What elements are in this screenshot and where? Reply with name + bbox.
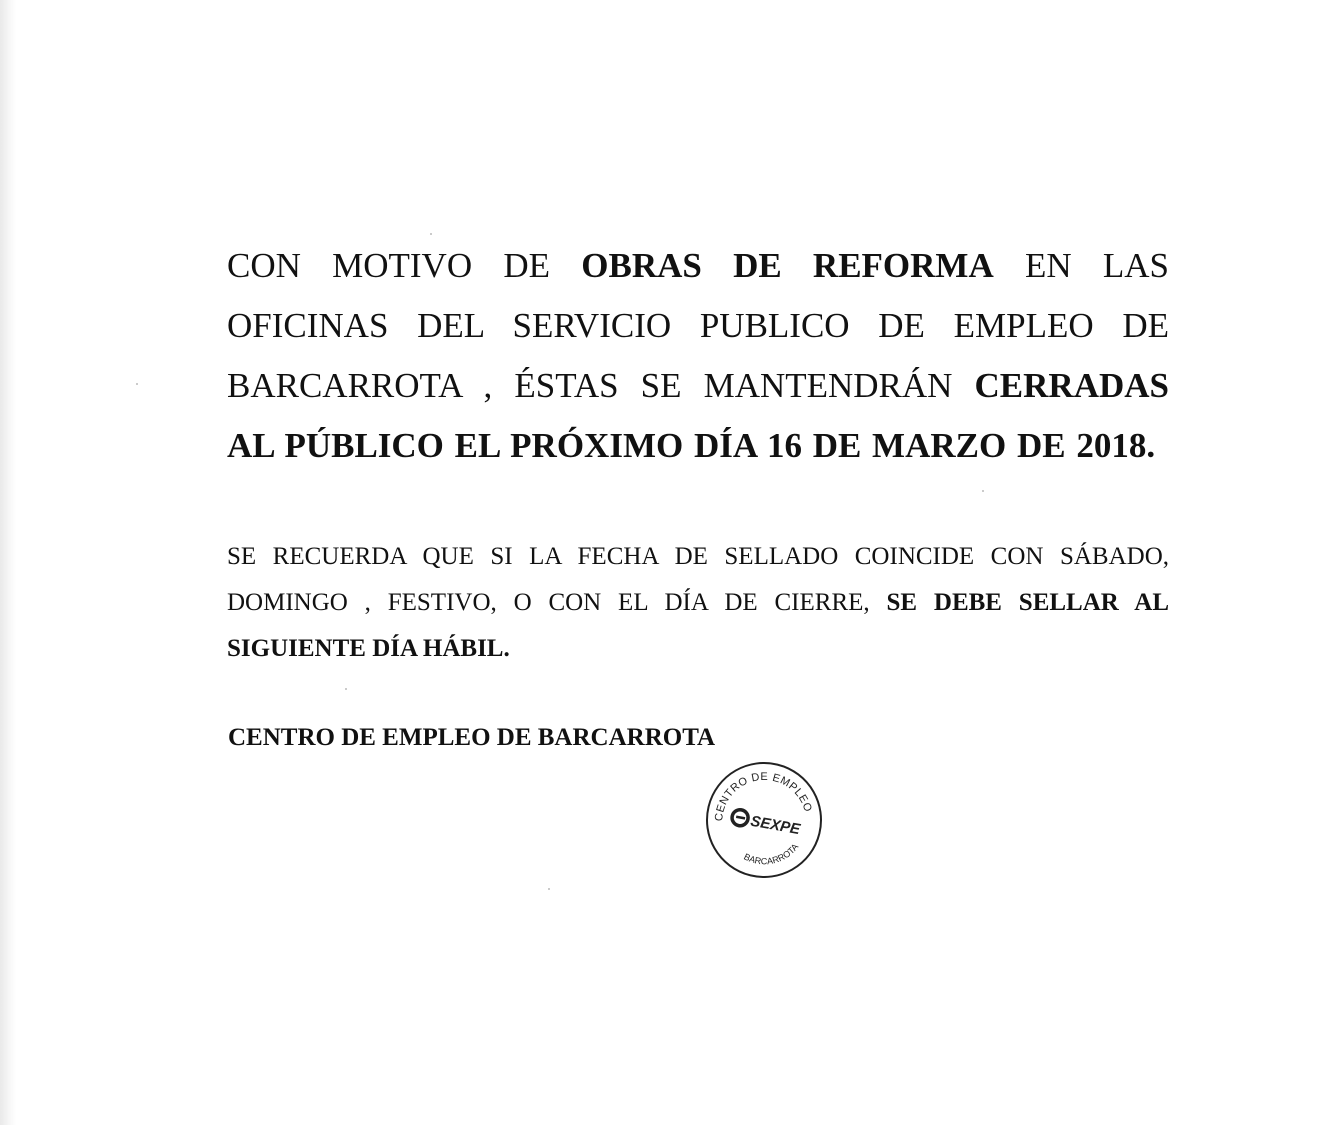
scan-speck [345,688,347,690]
reminder-text: SE RECUERDA QUE SI LA FECHA DE SELLADO COINCIDE CON SÁBADO, DOMINGO , FESTIVO, O CON EL DÍA DE CIERRE, [227,543,1169,616]
notice-text-2: EN LAS OFICINAS DEL SERVICIO PUBLICO DE EMPLEO DE BARCARROTA , ÉSTAS SE MANTENDRÁN [227,246,1169,405]
scan-speck [982,490,984,492]
scan-speck [548,888,550,890]
sexpe-logo [730,808,802,838]
stamp-bottom-text: BARCARROTA [742,841,801,867]
stamp-logo-text: SEXPE [749,812,802,839]
office-rubber-stamp [702,760,826,878]
scan-speck [136,383,138,385]
scan-speck [430,233,432,235]
notice-bold-works: OBRAS DE REFORMA [581,246,994,285]
reminder-paragraph [227,534,1169,672]
notice-bold-closure-date: CERRADAS AL PÚBLICO EL PRÓXIMO DÍA 16 DE MARZO DE 2018. [227,366,1169,465]
notice-text-1: CON MOTIVO DE [227,246,582,285]
page-edge-shadow [0,0,16,1125]
signature-line: CENTRO DE EMPLEO DE BARCARROTA [228,724,716,751]
reminder-bold-instruction: SE DEBE SELLAR AL SIGUIENTE DÍA HÁBIL. [227,589,1169,662]
stamp-top-text: CENTRO DE EMPLEO [713,770,814,822]
closure-notice-paragraph [227,236,1169,476]
